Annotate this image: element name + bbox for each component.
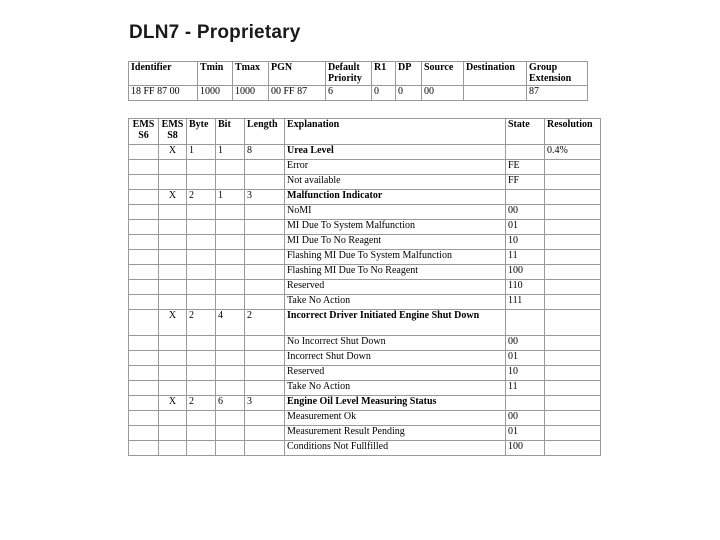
cell-ems-s6 <box>129 336 159 351</box>
col-r1: R1 <box>372 62 396 86</box>
cell-ems-s8 <box>159 366 187 381</box>
cell-ems-s8 <box>159 265 187 280</box>
cell-explanation: Flashing MI Due To System Malfunction <box>285 250 506 265</box>
table-row <box>129 190 601 205</box>
cell-state: 01 <box>506 220 545 235</box>
cell-explanation: Flashing MI Due To No Reagent <box>285 265 506 280</box>
cell-state: 100 <box>506 441 545 456</box>
cell-byte <box>187 411 216 426</box>
cell-ems-s6 <box>129 160 159 175</box>
cell-resolution <box>545 411 601 426</box>
cell-state: 00 <box>506 411 545 426</box>
cell-length <box>245 295 285 310</box>
col-destination: Destination <box>464 62 527 86</box>
col-default-priority: Default Priority <box>326 62 372 86</box>
cell-bit <box>216 351 245 366</box>
cell-ems-s6 <box>129 190 159 205</box>
cell-explanation: Incorrect Shut Down <box>285 351 506 366</box>
col-dp: DP <box>396 62 422 86</box>
cell-ems-s8 <box>159 336 187 351</box>
col-pgn: PGN <box>269 62 326 86</box>
cell-bit <box>216 280 245 295</box>
cell-ems-s6 <box>129 175 159 190</box>
cell-ems-s6 <box>129 441 159 456</box>
table-row <box>129 366 601 381</box>
cell-resolution <box>545 160 601 175</box>
cell-explanation: Take No Action <box>285 381 506 396</box>
cell-resolution <box>545 205 601 220</box>
cell-ems-s8 <box>159 351 187 366</box>
cell-identifier: 18 FF 87 00 <box>129 86 198 101</box>
cell-tmax: 1000 <box>233 86 269 101</box>
cell-resolution <box>545 426 601 441</box>
cell-resolution <box>545 351 601 366</box>
cell-state: 10 <box>506 366 545 381</box>
cell-resolution <box>545 295 601 310</box>
cell-ems-s8 <box>159 175 187 190</box>
cell-length: 8 <box>245 145 285 160</box>
cell-ems-s8 <box>159 381 187 396</box>
cell-byte <box>187 175 216 190</box>
cell-length <box>245 265 285 280</box>
table-row <box>129 235 601 250</box>
cell-state: 10 <box>506 235 545 250</box>
col-bit: Bit <box>216 119 245 145</box>
col-group-extension: Group Extension <box>527 62 588 86</box>
cell-state <box>506 190 545 205</box>
cell-ems-s8: X <box>159 145 187 160</box>
col-ems-s6: EMS S6 <box>129 119 159 145</box>
cell-byte <box>187 381 216 396</box>
cell-explanation: Conditions Not Fullfilled <box>285 441 506 456</box>
col-source: Source <box>422 62 464 86</box>
cell-ems-s6 <box>129 250 159 265</box>
cell-length <box>245 381 285 396</box>
cell-explanation: No Incorrect Shut Down <box>285 336 506 351</box>
cell-pgn: 00 FF 87 <box>269 86 326 101</box>
cell-bit <box>216 175 245 190</box>
cell-ems-s6 <box>129 366 159 381</box>
cell-bit: 6 <box>216 396 245 411</box>
table-row <box>129 295 601 310</box>
cell-state <box>506 396 545 411</box>
cell-resolution <box>545 250 601 265</box>
cell-explanation: Urea Level <box>285 145 506 160</box>
cell-explanation: Malfunction Indicator <box>285 190 506 205</box>
table-row <box>129 381 601 396</box>
cell-source: 00 <box>422 86 464 101</box>
cell-resolution <box>545 190 601 205</box>
cell-ems-s6 <box>129 381 159 396</box>
table-row <box>129 280 601 295</box>
cell-group-extension: 87 <box>527 86 588 101</box>
signal-table-body <box>129 145 601 456</box>
message-header-table <box>128 61 588 101</box>
cell-byte <box>187 336 216 351</box>
cell-destination <box>464 86 527 101</box>
cell-state: 110 <box>506 280 545 295</box>
cell-explanation: Error <box>285 160 506 175</box>
cell-explanation: Reserved <box>285 280 506 295</box>
cell-ems-s6 <box>129 235 159 250</box>
cell-bit: 1 <box>216 145 245 160</box>
cell-length <box>245 336 285 351</box>
cell-length <box>245 351 285 366</box>
cell-ems-s6 <box>129 205 159 220</box>
cell-bit <box>216 160 245 175</box>
cell-byte: 2 <box>187 396 216 411</box>
cell-ems-s8 <box>159 426 187 441</box>
cell-byte <box>187 220 216 235</box>
cell-byte <box>187 235 216 250</box>
signal-table-head-row <box>129 119 601 145</box>
cell-state: 11 <box>506 381 545 396</box>
table-row <box>129 145 601 160</box>
cell-bit <box>216 426 245 441</box>
cell-byte: 2 <box>187 310 216 336</box>
cell-length <box>245 175 285 190</box>
cell-length <box>245 235 285 250</box>
cell-state: 111 <box>506 295 545 310</box>
cell-byte <box>187 351 216 366</box>
cell-resolution <box>545 310 601 336</box>
cell-ems-s6 <box>129 145 159 160</box>
cell-ems-s8 <box>159 220 187 235</box>
cell-ems-s8: X <box>159 190 187 205</box>
cell-bit <box>216 411 245 426</box>
cell-resolution <box>545 336 601 351</box>
cell-length <box>245 426 285 441</box>
cell-tmin: 1000 <box>198 86 233 101</box>
col-ems-s8: EMS S8 <box>159 119 187 145</box>
cell-explanation: Reserved <box>285 366 506 381</box>
cell-bit <box>216 336 245 351</box>
cell-length: 2 <box>245 310 285 336</box>
cell-bit <box>216 381 245 396</box>
cell-ems-s6 <box>129 411 159 426</box>
cell-ems-s6 <box>129 310 159 336</box>
cell-state: 01 <box>506 426 545 441</box>
cell-ems-s6 <box>129 295 159 310</box>
cell-byte <box>187 366 216 381</box>
col-byte: Byte <box>187 119 216 145</box>
cell-resolution <box>545 396 601 411</box>
col-tmin: Tmin <box>198 62 233 86</box>
cell-state: FF <box>506 175 545 190</box>
cell-byte <box>187 160 216 175</box>
cell-ems-s6 <box>129 280 159 295</box>
cell-resolution <box>545 280 601 295</box>
cell-length <box>245 220 285 235</box>
cell-bit <box>216 250 245 265</box>
cell-ems-s8 <box>159 250 187 265</box>
cell-state <box>506 145 545 160</box>
cell-ems-s6 <box>129 396 159 411</box>
table-row <box>129 220 601 235</box>
cell-explanation: Engine Oil Level Measuring Status <box>285 396 506 411</box>
cell-ems-s6 <box>129 265 159 280</box>
cell-ems-s8 <box>159 160 187 175</box>
col-identifier: Identifier <box>129 62 198 86</box>
cell-bit: 1 <box>216 190 245 205</box>
cell-resolution <box>545 441 601 456</box>
table-row <box>129 310 601 336</box>
cell-explanation: Incorrect Driver Initiated Engine Shut Down <box>285 310 506 336</box>
cell-length <box>245 250 285 265</box>
col-state: State <box>506 119 545 145</box>
cell-bit <box>216 235 245 250</box>
table-row <box>129 175 601 190</box>
cell-ems-s8: X <box>159 396 187 411</box>
cell-byte <box>187 280 216 295</box>
cell-resolution: 0.4% <box>545 145 601 160</box>
cell-byte: 1 <box>187 145 216 160</box>
header-table-head-row <box>129 62 588 86</box>
cell-explanation: Measurement Result Pending <box>285 426 506 441</box>
cell-length <box>245 411 285 426</box>
cell-bit <box>216 295 245 310</box>
cell-bit <box>216 441 245 456</box>
cell-length: 3 <box>245 396 285 411</box>
cell-state <box>506 310 545 336</box>
cell-explanation: Not available <box>285 175 506 190</box>
cell-bit <box>216 220 245 235</box>
cell-byte <box>187 265 216 280</box>
cell-length <box>245 160 285 175</box>
cell-resolution <box>545 381 601 396</box>
signal-table <box>128 118 601 456</box>
cell-ems-s8 <box>159 205 187 220</box>
cell-resolution <box>545 235 601 250</box>
cell-ems-s8 <box>159 411 187 426</box>
page-title: DLN7 - Proprietary <box>129 22 301 43</box>
cell-resolution <box>545 220 601 235</box>
header-table-row <box>129 86 588 101</box>
col-explanation: Explanation <box>285 119 506 145</box>
table-row <box>129 250 601 265</box>
table-row <box>129 411 601 426</box>
cell-dp: 0 <box>396 86 422 101</box>
cell-resolution <box>545 366 601 381</box>
cell-length: 3 <box>245 190 285 205</box>
cell-r1: 0 <box>372 86 396 101</box>
cell-ems-s8: X <box>159 310 187 336</box>
cell-ems-s6 <box>129 351 159 366</box>
cell-length <box>245 441 285 456</box>
cell-state: 100 <box>506 265 545 280</box>
cell-ems-s6 <box>129 426 159 441</box>
cell-explanation: MI Due To No Reagent <box>285 235 506 250</box>
cell-explanation: NoMI <box>285 205 506 220</box>
table-row <box>129 426 601 441</box>
cell-bit <box>216 265 245 280</box>
cell-byte: 2 <box>187 190 216 205</box>
cell-state: FE <box>506 160 545 175</box>
table-row <box>129 351 601 366</box>
cell-bit: 4 <box>216 310 245 336</box>
cell-byte <box>187 295 216 310</box>
cell-byte <box>187 250 216 265</box>
cell-length <box>245 366 285 381</box>
cell-byte <box>187 205 216 220</box>
cell-state: 11 <box>506 250 545 265</box>
cell-explanation: MI Due To System Malfunction <box>285 220 506 235</box>
col-resolution: Resolution <box>545 119 601 145</box>
table-row <box>129 336 601 351</box>
cell-ems-s8 <box>159 235 187 250</box>
table-row <box>129 160 601 175</box>
cell-resolution <box>545 175 601 190</box>
cell-bit <box>216 366 245 381</box>
table-row <box>129 396 601 411</box>
col-length: Length <box>245 119 285 145</box>
cell-bit <box>216 205 245 220</box>
cell-ems-s8 <box>159 441 187 456</box>
cell-default-priority: 6 <box>326 86 372 101</box>
cell-state: 00 <box>506 336 545 351</box>
cell-byte <box>187 441 216 456</box>
table-row <box>129 205 601 220</box>
cell-ems-s8 <box>159 295 187 310</box>
cell-explanation: Measurement Ok <box>285 411 506 426</box>
col-tmax: Tmax <box>233 62 269 86</box>
cell-state: 00 <box>506 205 545 220</box>
table-row <box>129 265 601 280</box>
cell-resolution <box>545 265 601 280</box>
cell-explanation: Take No Action <box>285 295 506 310</box>
cell-length <box>245 205 285 220</box>
cell-ems-s8 <box>159 280 187 295</box>
cell-state: 01 <box>506 351 545 366</box>
table-row <box>129 441 601 456</box>
cell-ems-s6 <box>129 220 159 235</box>
cell-byte <box>187 426 216 441</box>
cell-length <box>245 280 285 295</box>
